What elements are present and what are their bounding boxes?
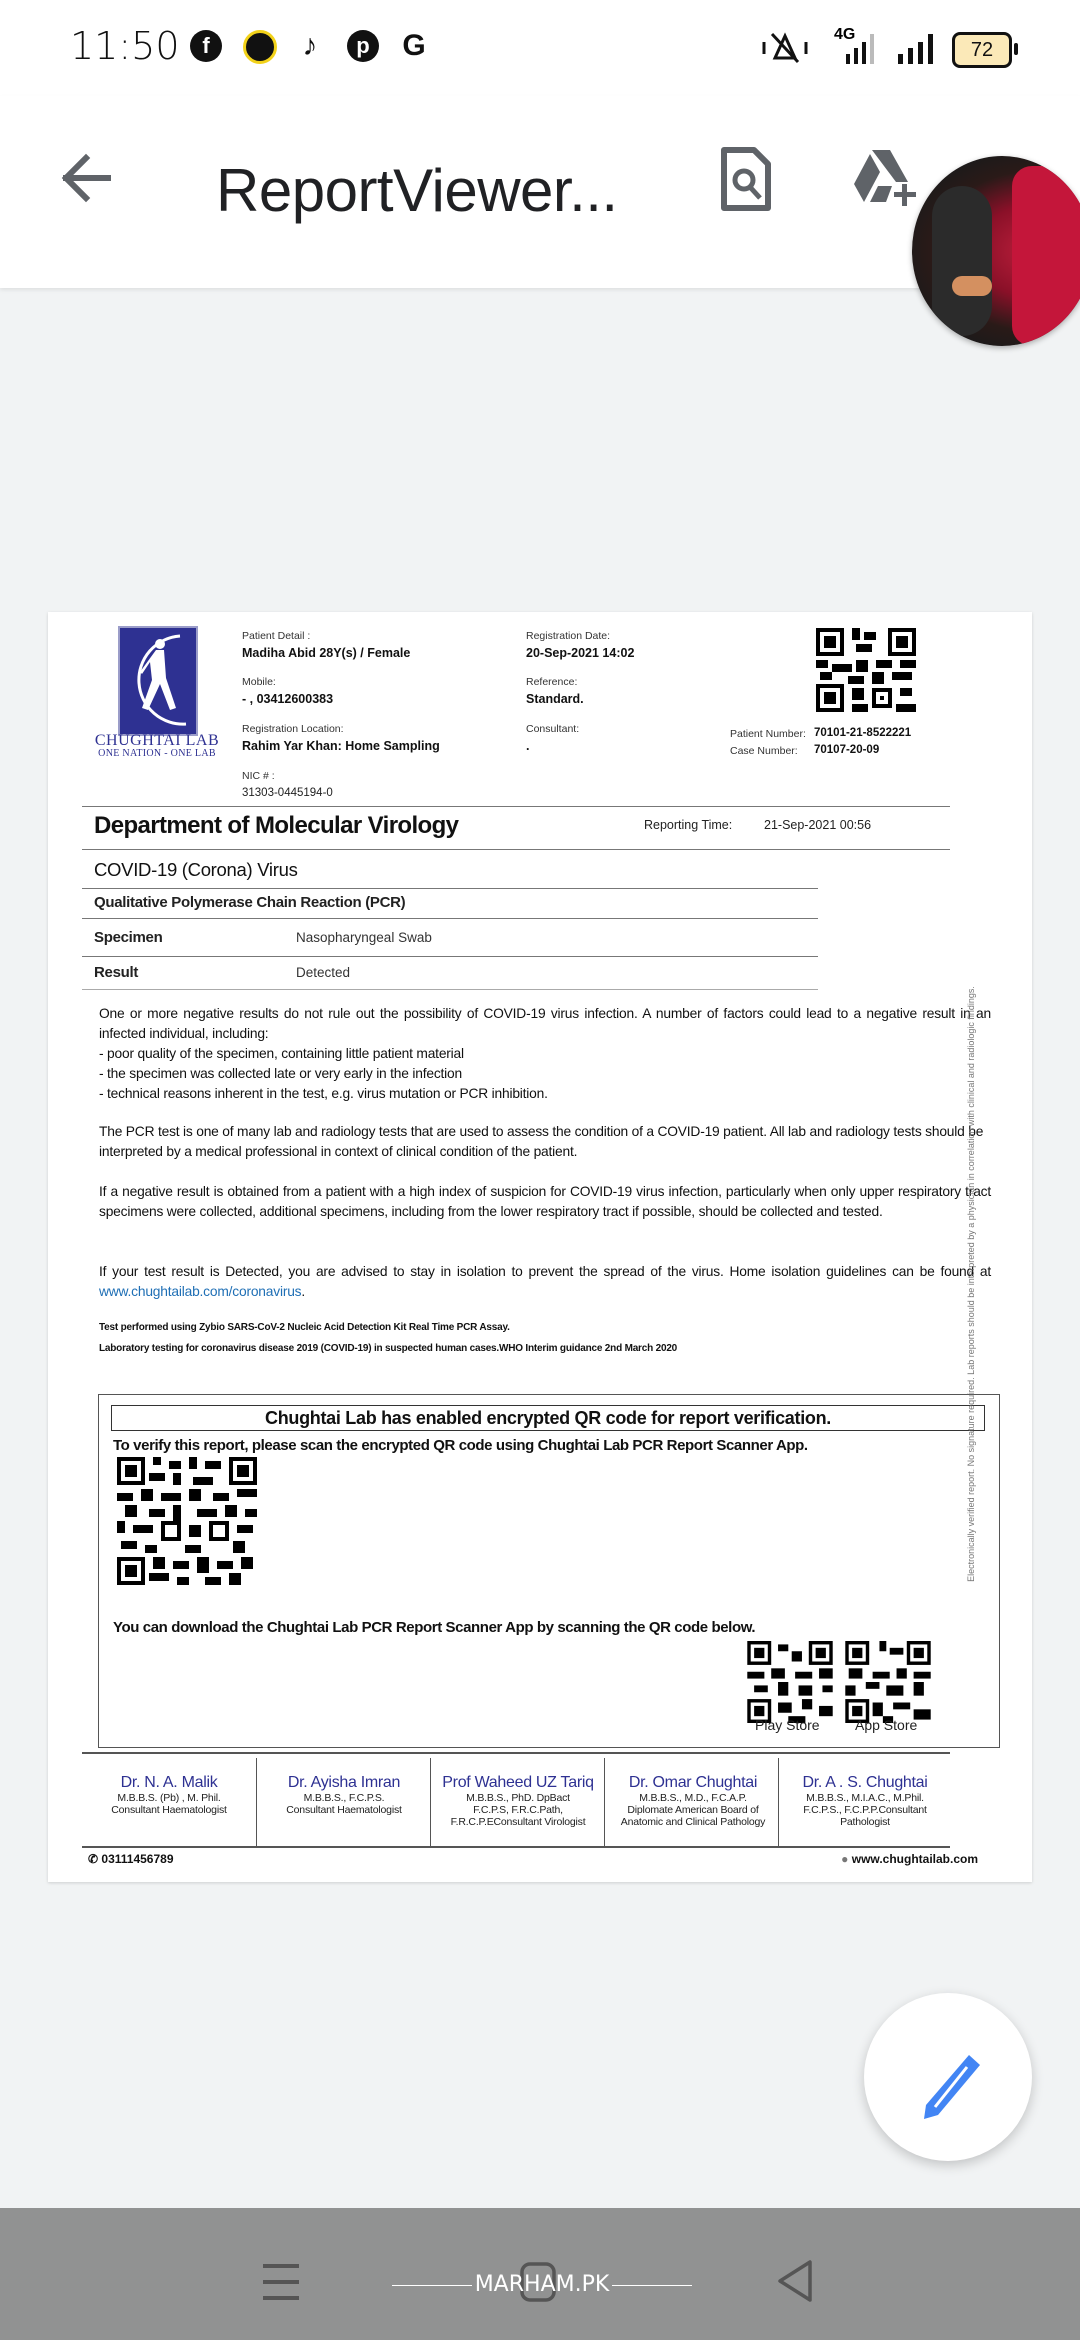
reporting-time-label: Reporting Time:: [644, 818, 733, 832]
pinterest-icon: p: [347, 30, 379, 62]
side-disclaimer-text: Electronically verified report. No signature required. Lab reports should be interpreted by a physician in correlation with clinical and radiologic findings.: [966, 986, 976, 1582]
consultant-value: .: [526, 739, 530, 753]
specimen-value: Nasopharyngeal Swab: [296, 930, 432, 945]
divider: [82, 888, 818, 889]
reference-label: Reference:: [526, 676, 578, 688]
qr-verification-box: [98, 1394, 1000, 1748]
doctor-name: Dr. Omar Chughtai: [628, 1774, 758, 1791]
arrow-back-icon[interactable]: [52, 146, 116, 210]
app-store-label: App Store: [855, 1717, 918, 1733]
disclaimer-paragraph-3: If a negative result is obtained from a patient with a high index of suspicion for COVID-19 virus infection, particularly when only upper respiratory tract specimens were collected, additional specimens, including from the lower respiratory tract if possible, should be collected and tested.: [99, 1184, 991, 1219]
divider: [82, 849, 950, 850]
signal-icon: [894, 30, 938, 66]
assay-note: Test performed using Zybio SARS-CoV-2 Nucleic Acid Detection Kit Real Time PCR Assay.: [99, 1322, 510, 1333]
avatar-photo-part: [952, 276, 992, 296]
doctor-qualification: F.C.P.S., F.C.P.P.Consultant: [803, 1804, 927, 1816]
registration-date-value: 20-Sep-2021 14:02: [526, 646, 635, 660]
doctor-qualification: M.B.B.S., F.C.P.S.: [303, 1792, 385, 1804]
doctor-name: Prof Waheed UZ Tariq: [442, 1774, 594, 1791]
patient-detail-label: Patient Detail :: [242, 630, 311, 642]
avatar-photo-part: [932, 186, 992, 336]
doctor-signature: [432, 1774, 604, 1862]
doctor-qualification: Consultant Haematologist: [111, 1804, 227, 1816]
g-icon: G: [402, 29, 426, 62]
report-document: [48, 612, 1032, 1882]
department-title: Department of Molecular Virology: [94, 812, 459, 839]
status-bar: [0, 0, 1080, 96]
edit-fab-button[interactable]: [864, 1993, 1032, 2161]
find-in-document-icon[interactable]: [718, 146, 774, 214]
nic-label: NIC # :: [242, 770, 275, 782]
doctor-qualification: Pathologist: [840, 1816, 890, 1828]
who-guidance-note: Laboratory testing for coronavirus disease 2019 (COVID-19) in suspected human cases.WHO Interim guidance 2nd March 2020: [99, 1343, 678, 1354]
patient-number-label: Patient Number:: [730, 728, 806, 740]
app-store-qr: [845, 1641, 931, 1723]
doctor-signature: [780, 1774, 950, 1862]
lab-tagline: ONE NATION - ONE LAB: [98, 748, 216, 759]
registration-location-value: Rahim Yar Khan: Home Sampling: [242, 739, 440, 753]
disclaimer-text: One or more negative results do not rule out the possibility of COVID-19 virus infection. A number of factors could lead to a negative result in an infected individual, including:: [99, 1006, 991, 1041]
doctor-name: Dr. Ayisha Imran: [287, 1774, 401, 1791]
recent-apps-icon[interactable]: [257, 2256, 307, 2306]
tiktok-icon: ♪: [302, 29, 318, 62]
avatar[interactable]: [912, 156, 1080, 346]
avatar-photo-part: [1012, 166, 1080, 346]
divider: [82, 989, 818, 990]
play-store-label: Play Store: [755, 1717, 820, 1733]
network-type: 4G: [834, 26, 856, 43]
case-number-value: 70107-20-09: [814, 744, 880, 756]
vibrate-silent-icon: [760, 28, 810, 68]
doctor-qualification: Anatomic and Clinical Pathology: [620, 1816, 766, 1828]
watermark: MARHAM.PK: [392, 2265, 692, 2305]
case-number-label: Case Number:: [730, 745, 798, 757]
test-method: Qualitative Polymerase Chain Reaction (PCR): [94, 894, 406, 911]
doctor-qualification: M.B.B.S., M.I.A.C., M.Phil.: [806, 1792, 924, 1804]
disclaimer-bullet: - technical reasons inherent in the test, e.g. virus mutation or PCR inhibition.: [99, 1086, 548, 1101]
encrypted-verification-qr: [117, 1457, 257, 1585]
doctor-qualification: M.B.B.S. (Pb) , M. Phil.: [117, 1792, 221, 1804]
lab-logo: [118, 626, 198, 736]
disclaimer-bullet: - the specimen was collected late or very early in the infection: [99, 1066, 462, 1081]
verification-instruction: To verify this report, please scan the encrypted QR code using Chughtai Lab PCR Report Scanner App.: [113, 1437, 808, 1454]
consultant-label: Consultant:: [526, 723, 580, 735]
phone-icon: ✆: [88, 1852, 99, 1866]
disclaimer-paragraph-2: The PCR test is one of many lab and radiology tests that are used to assess the condition of a COVID-19 patient. All lab and radiology tests should be interpreted by a medical professional in context of clinical condition of the patient.: [99, 1124, 984, 1159]
isolation-text-end: .: [301, 1284, 306, 1299]
play-store-qr: [747, 1641, 833, 1723]
isolation-text: If your test result is Detected, you are advised to stay in isolation to prevent the spread of the virus. Home isolation guidelines can be found at: [99, 1264, 991, 1279]
globe-icon: ●: [841, 1852, 849, 1866]
doctor-signature: [84, 1774, 254, 1862]
doctor-qualification: M.B.B.S., PhD. DpBact: [466, 1792, 570, 1804]
specimen-label: Specimen: [94, 929, 163, 946]
reporting-time-value: 21-Sep-2021 00:56: [764, 818, 872, 832]
add-to-drive-icon[interactable]: [852, 148, 920, 210]
doctor-signature: [258, 1774, 430, 1862]
doctor-qualification: F.C.P.S, F.R.C.Path,: [473, 1804, 563, 1816]
disclaimer-bullet: - poor quality of the specimen, containing little patient material: [99, 1046, 464, 1061]
edit-pencil-icon: [864, 1993, 1032, 2161]
divider: [778, 1758, 779, 1846]
doctor-name: Dr. N. A. Malik: [120, 1774, 218, 1791]
side-disclaimer: [966, 964, 976, 1604]
divider: [82, 1846, 950, 1848]
status-time: 11:50: [70, 24, 180, 68]
mobile-label: Mobile:: [242, 676, 276, 688]
test-name: COVID-19 (Corona) Virus: [94, 859, 298, 880]
divider: [256, 1758, 257, 1846]
doctor-name: Dr. A . S. Chughtai: [802, 1774, 928, 1791]
back-icon[interactable]: [772, 2256, 822, 2306]
result-label: Result: [94, 964, 139, 981]
website-text: www.chughtailab.com: [851, 1852, 978, 1866]
divider: [82, 918, 818, 919]
disclaimer-paragraph-1: [99, 1004, 991, 1104]
doctor-qualification: Consultant Haematologist: [286, 1804, 402, 1816]
disclaimer-paragraph-4: [99, 1262, 991, 1302]
app-title: ReportViewer...: [216, 157, 618, 224]
patient-detail-value: Madiha Abid 28Y(s) / Female: [242, 646, 411, 660]
divider: [604, 1758, 605, 1846]
walking-man-logo-icon: [120, 628, 196, 734]
divider: [82, 1752, 950, 1754]
download-app-text: You can download the Chughtai Lab PCR Report Scanner App by scanning the QR code below.: [113, 1619, 756, 1636]
divider: [82, 806, 950, 807]
divider: [82, 956, 818, 957]
verification-title: Chughtai Lab has enabled encrypted QR code for report verification.: [111, 1405, 985, 1431]
registration-date-label: Registration Date:: [526, 630, 611, 642]
report-qr-code: [816, 628, 916, 712]
patient-number-value: 70101-21-8522221: [814, 727, 912, 739]
footer-phone: [88, 1852, 174, 1866]
phone-number: 03111456789: [101, 1852, 174, 1866]
footer-website: [841, 1852, 978, 1866]
report-page[interactable]: [48, 612, 1032, 1882]
reference-value: Standard.: [526, 692, 584, 706]
snapchat-like-icon: [243, 30, 277, 64]
facebook-icon: f: [190, 30, 222, 62]
coronavirus-guidelines-link[interactable]: www.chughtailab.com/coronavirus: [99, 1284, 302, 1299]
doctor-qualification: Diplomate American Board of: [627, 1804, 759, 1816]
doctor-signature: [606, 1774, 780, 1862]
doctor-qualification: F.R.C.P.EConsultant Virologist: [450, 1816, 586, 1828]
divider: [430, 1758, 431, 1846]
result-value: Detected: [296, 965, 351, 980]
mobile-value: - , 03412600383: [242, 692, 334, 706]
4g-signal-icon: [840, 30, 880, 66]
battery-indicator: 72: [952, 32, 1012, 68]
doctor-qualification: M.B.B.S., M.D., F.C.A.P.: [639, 1792, 747, 1804]
nic-value: 31303-0445194-0: [242, 787, 333, 799]
registration-location-label: Registration Location:: [242, 723, 344, 735]
lab-name: CHUGHTAI LAB: [94, 732, 220, 749]
